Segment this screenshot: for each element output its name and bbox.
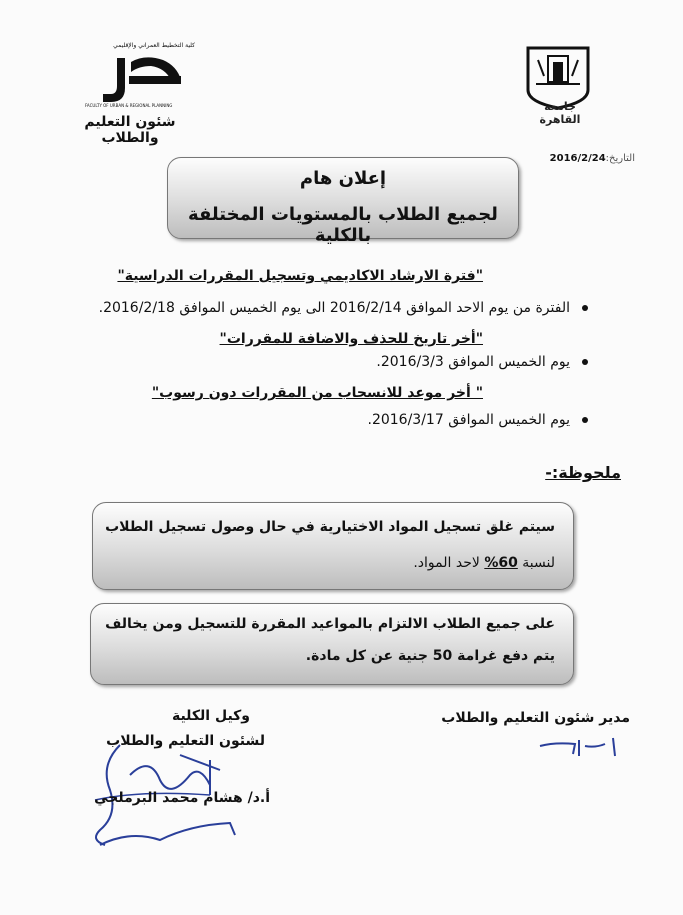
note-fine-amount: 50: [432, 648, 453, 664]
section-bullet-withdrawal: [368, 412, 589, 428]
date-label: التاريخ:: [605, 153, 635, 164]
signatory-title-right: مدير شئون التعليم والطلاب: [441, 710, 630, 726]
section-heading-registration: "فترة الارشاد الاكاديمي وتسجيل المقررات الدراسية": [117, 268, 483, 284]
document-date: [515, 153, 635, 164]
announcement-title-box: [167, 157, 519, 246]
faculty-name-en: FACULTY OF URBAN & REGIONAL PLANNING: [85, 103, 173, 108]
section-bullet-add-drop: [376, 354, 588, 370]
signatory-title-left: وكيل الكلية: [171, 708, 250, 724]
note-label: ملحوظة:-: [545, 463, 621, 482]
signature-right-icon: [535, 728, 625, 763]
announcement-audience: لجميع الطلاب بالمستويات المختلفة بالكلية: [188, 204, 498, 246]
signatory-title-left-2: لشئون التعليم والطلاب: [106, 733, 265, 749]
signatory-name-left: أ.د/ هشام محمد البرملجي: [94, 790, 270, 806]
bullet-dot-icon: [582, 417, 588, 423]
note-percentage: 60%: [484, 555, 518, 571]
section-heading-withdrawal: " أخر موعد للانسحاب من المقررات دون رسوب": [151, 385, 483, 401]
faculty-logo-icon: [85, 40, 195, 110]
note-box-fine: [90, 603, 574, 685]
date-value: 2016/2/24: [549, 153, 606, 164]
section-bullet-registration: [99, 300, 588, 316]
note-text: لاحد المواد.: [413, 555, 485, 571]
bullet-dot-icon: [582, 305, 588, 311]
note-text: لنسبة: [517, 555, 555, 571]
department-name: شئون التعليم والطلاب: [84, 114, 176, 146]
note-line: على جميع الطلاب الالتزام بالمواعيد المقررة للتسجيل ومن يخالف: [105, 616, 555, 632]
note-line: [413, 555, 555, 571]
announcement-title: إعلان هام: [299, 168, 387, 189]
note-line: سيتم غلق تسجيل المواد الاختيارية في حال وصول تسجيل الطلاب: [105, 519, 555, 535]
bullet-dot-icon: [582, 359, 588, 365]
section-heading-add-drop: "أخر تاريخ للحذف والاضافة للمقررات": [219, 331, 483, 347]
university-name: جامعة القاهرة: [539, 100, 581, 126]
note-text: جنية عن كل مادة.: [305, 648, 433, 664]
bullet-text: يوم الخميس الموافق 2016/3/3.: [376, 354, 570, 370]
faculty-name-ar: كلية التخطيط العمراني والإقليمي: [113, 42, 195, 49]
note-line: [306, 648, 555, 664]
bullet-text: الفترة من يوم الاحد الموافق 2016/2/14 الى يوم الخميس الموافق 2016/2/18.: [98, 300, 570, 316]
note-text: يتم دفع غرامة: [452, 648, 555, 664]
bullet-text: يوم الخميس الموافق 2016/3/17.: [367, 412, 570, 428]
note-box-elective: [92, 502, 574, 590]
